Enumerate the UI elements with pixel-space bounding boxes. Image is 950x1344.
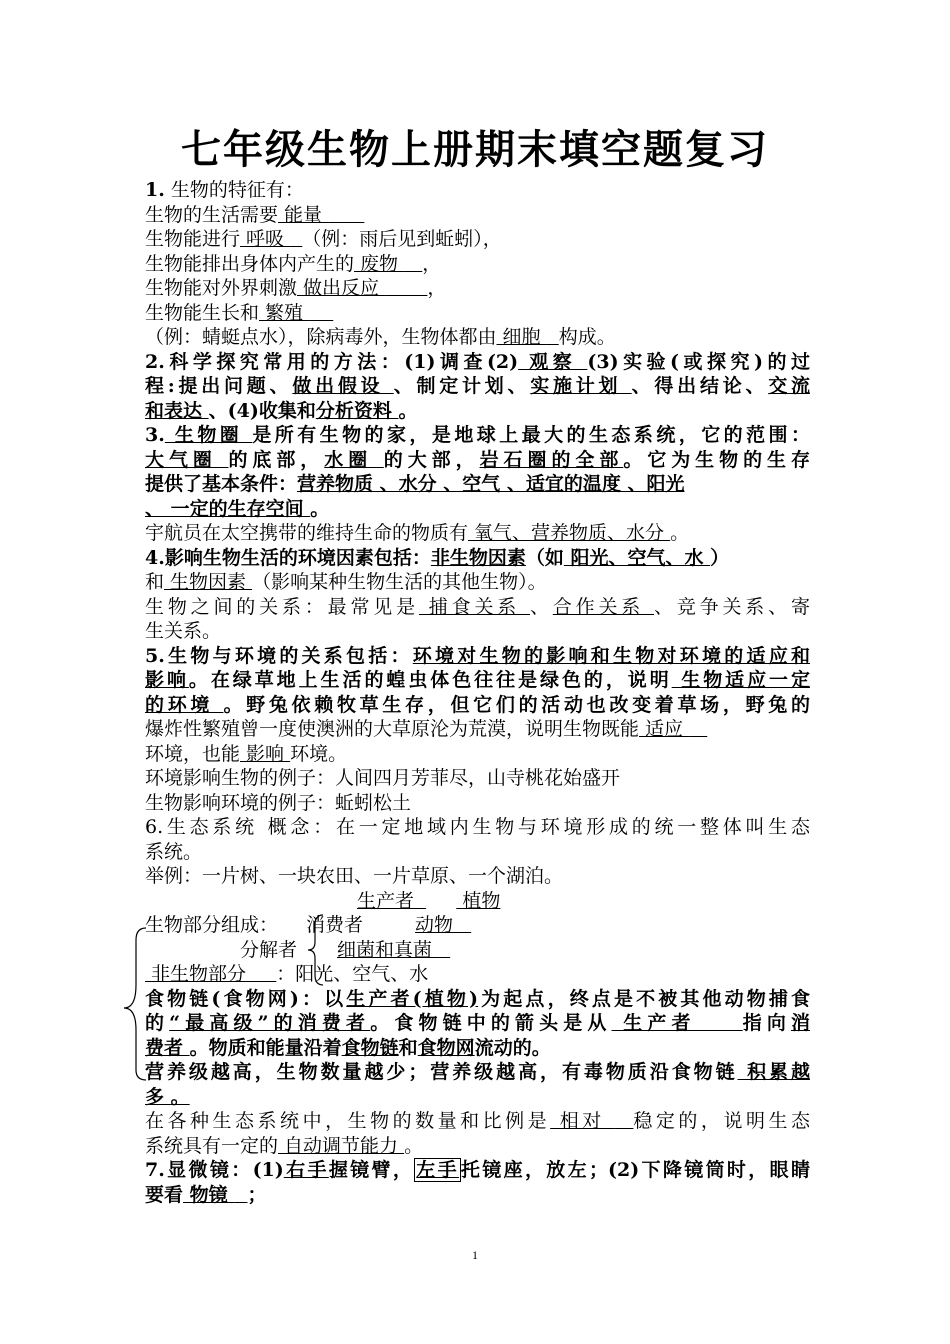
answer-blank: 大气圈 [145,448,229,471]
text: 生物之间的关系：最常见是 [145,595,419,618]
answer-blank: 消 [790,1012,810,1034]
q5-line-6: 环境影响生物的例子：人间四月芳菲尽，山寺桃花始盛开 [145,767,621,789]
q5-line-7: 生物影响环境的例子：蚯蚓松土 [145,791,412,814]
blank-padding [234,1184,247,1206]
answer-blank: 、 一定的生存空间 [145,497,311,520]
text: 的 [145,1012,170,1034]
page-title: 七年级生物上册期末填空题复习 [181,127,769,173]
q6-trophic-line-2 [145,1085,810,1110]
plant-answer: 植物 [462,889,501,912]
blank-padding [385,277,427,299]
answer-blank: 的环境 [145,693,224,716]
answer-blank: 生产者 [611,1012,708,1034]
text: 要看 [145,1183,184,1206]
text: 程:提出问题、 [145,375,293,397]
answer-blank: 费者 [145,1036,190,1059]
text: 。野兔依赖牧草生存，但它们的活动也改变着草场，野兔的 [223,693,810,716]
text: 、竞争关系、寄 [654,595,810,618]
q5-line-4 [145,717,810,742]
q1-line-5 [145,301,810,326]
document-body [145,178,810,1207]
answer-blank: 合作关系 [552,595,654,618]
answer-blank: 细胞 [496,326,547,348]
text: 非生物部分 [151,963,247,985]
q7-line-2 [145,1183,810,1208]
answer-blank: 物镜 [183,1183,235,1206]
q5-line-1 [145,644,810,669]
text: 食物链(食物网)：以 [145,987,347,1010]
answer-blank: 做出反应 [297,277,386,299]
text: 宇航员在太空携带的维持生命的物质有 [145,522,469,544]
text: 在各种生态系统中，生物的数量和比例是 [145,1110,551,1132]
q2-line-3 [145,399,810,424]
q1-heading-text: 生物的特征有： [170,179,304,201]
answer-blank: 多 [145,1085,171,1108]
text: （如 [525,546,564,569]
decomposer-label: 分解者 [240,938,298,961]
text: 构成。 [558,326,616,348]
text: ； [247,1183,267,1206]
q2-line-2 [145,374,810,399]
text: 生物能进行 [145,228,241,250]
text: 的大部， [383,448,480,471]
text: ： [276,963,296,985]
text: 指向 [742,1012,791,1034]
text: 。 [310,497,330,520]
text: 营养级越高，生物数量越少；营养级越高，有毒物质沿食物链 [145,1061,738,1083]
answer-blank: 自动调节能力 [278,1134,405,1157]
text: 为起点，终点是不被其他动物捕食 [478,987,810,1010]
text: 。 [670,522,690,544]
blank-padding [432,939,450,961]
answer-blank: 和表达 [145,399,209,422]
answer-blank: 观察 [518,350,588,373]
answer-blank: 营养物质 、水分 、空气 、适宜的温度 、阳光 [297,473,685,495]
abiotic-items: 阳光、空气、水 [295,963,429,985]
answer-blank: 食物链 [341,1036,399,1059]
page-number: 1 [472,1248,478,1262]
q6-decomposer-row [145,938,810,963]
text: 5.生物与环境的关系包括： [145,644,413,667]
text: 。 [170,1085,190,1108]
bio-part-label: 生物部分组成： [145,914,279,936]
blank-padding [404,253,422,275]
answer-blank: 废物 [354,252,405,275]
q2-line-1 [145,350,810,375]
text: 2.科学探究常用的方法：(1)调查(2) [145,350,519,373]
text: 。在绿草地上生活的蝗虫体色往往是绿色的，说明 [188,669,672,691]
text: 和 [145,571,165,593]
outer-brace [124,928,146,1080]
q5-line-3 [145,693,810,718]
answer-blank: 氧气、营养物质、水分 [468,522,671,544]
q6-stability-line-2 [145,1134,810,1159]
answer-blank: 积累越 [737,1061,810,1083]
text: 环境。 [290,742,348,765]
text: 、得出结论、 [631,375,769,397]
q3-line-5 [145,521,810,546]
answer-blank: 适应 [639,718,690,740]
answer-blank: 相对 [550,1110,615,1132]
text: 和 [398,1036,418,1059]
text: 。食物链中的箭头是从 [370,1012,612,1034]
text: 是所有生物的家，是地球上最大的生态系统，它的范围： [252,424,810,446]
text: 、(4)收集和 [208,399,316,422]
text: ， [422,252,442,275]
q6-abiotic-row [145,962,810,987]
answer-blank: 生产者(植物) [346,987,479,1010]
answer-blank: 实施计划 [530,375,632,397]
answer-blank: 交流 [768,375,810,397]
answer-blank: 生物因素 [164,571,253,593]
text: 握镜臂， [328,1159,415,1181]
text: 。它为生物的生存 [623,448,810,471]
producer-label: 生产者 [357,889,415,912]
text: 4.影响生物生活的环境因素包括： [145,546,431,569]
answer-blank: 非生物因素 [430,546,526,569]
text: （例：雨后见到蚯蚓）， [302,228,502,250]
answer-blank: 左手 [416,1159,459,1181]
answer-blank: 捕食关系 [418,595,530,618]
q3-line-4 [145,497,810,522]
text: （影响某种生物生活的其他生物）。 [252,571,547,593]
text: （例：蜻蜓点水），除病毒外，生物体都由 [145,326,497,348]
q5-line-2 [145,668,810,693]
text: 提供了基本条件： [145,473,298,495]
text: 托镜座，放左；(2)下降镜筒时，眼睛 [460,1159,810,1181]
q1-number: 1. [145,179,165,201]
q6-foodchain-line-2 [145,1011,810,1036]
bacteria-answer: 细菌和真菌 [337,938,433,961]
text: 、 [529,595,553,618]
text: 。 [398,399,418,422]
q6-foodchain-line-1 [145,987,810,1012]
q7-line-1 [145,1158,810,1183]
blank-padding [547,326,559,348]
answer-blank: 食物网 [417,1036,475,1059]
q3-line-1 [145,423,810,448]
text: 的底部， [228,448,325,471]
q1-line-1 [145,203,810,228]
q6-line-3: 举例：一片树、一块农田、一片草原、一个湖泊。 [145,865,564,887]
blank-padding [707,1012,742,1034]
answer-blank: 阳光、空气、水 [563,546,711,569]
q4-line-4: 生关系。 [145,620,222,642]
abiotic-answer [145,963,276,985]
answer-blank: 做出假设 [292,375,394,397]
text: 7.显微镜：(1) [145,1159,284,1181]
q3-line-2 [145,448,810,473]
answer-blank: “最高级”的消费者 [169,1012,371,1034]
text: 生物的生活需要 [145,203,279,226]
text: 生物能生长和 [145,301,260,324]
answer-blank: 呼吸 [240,228,291,250]
q5-line-5 [145,742,810,767]
answer-blank: 分析资料 [315,399,399,422]
text: 3. [145,424,165,446]
answer-blank: 水圈 [324,448,384,471]
blank-padding [689,718,707,740]
blank-padding [309,302,333,324]
answer-blank: 生物圈 [164,424,253,446]
text: 流动的。 [474,1036,551,1059]
text: (3)实验(或探究)的过 [587,350,810,373]
answer-blank: 影响 [145,669,189,691]
q1-line-4 [145,276,810,301]
text: 爆炸性繁殖曾一度使澳洲的大草原沦为荒漠，说明生物既能 [145,718,640,740]
text: 环境，也能 [145,742,241,765]
answer-blank: 生物适应一定 [671,669,810,691]
q4-line-2 [145,570,810,595]
answer-blank: 环境对生物的影响和生物对环境的适应和 [412,644,810,667]
q6-consumer-row [145,913,810,938]
text: 稳定的，说明生态 [633,1110,810,1132]
q6-producer-row [145,889,810,914]
blank-padding [328,204,364,226]
q1-line-2 [145,227,810,252]
answer-blank: 右手 [283,1159,329,1181]
q4-line-3 [145,595,810,620]
text: 生物能对外界刺激 [145,277,298,299]
answer-blank: 岩石圈的全部 [479,448,624,471]
answer-blank: 能量 [278,203,329,226]
q1-heading [145,178,810,203]
blank-padding [453,914,471,936]
answer-blank: 繁殖 [259,301,310,324]
q3-line-3 [145,472,810,497]
animal-answer: 动物 [415,914,454,936]
q6-foodchain-line-3 [145,1036,810,1061]
blank-padding [414,890,426,912]
q6-stability-line-1 [145,1109,810,1134]
answer-blank: 影响 [240,742,291,765]
text: 。 [404,1134,424,1157]
blank-padding [290,228,302,250]
consumer-label: 消费者 [306,914,364,936]
q4-line-1 [145,546,810,571]
q6-line-2: 系统。 [145,840,203,863]
q6-trophic-line-1 [145,1060,810,1085]
text: 系统具有一定的 [145,1134,279,1157]
text: 生物能排出身体内产生的 [145,252,355,275]
text: 。物质和能量沿着 [189,1036,342,1059]
text: ， [427,277,447,299]
text: ） [710,546,730,569]
text: 、制定计划、 [393,375,531,397]
blank-padding [614,1110,633,1132]
q6-line-1: 6.生态系统 概念：在一定地域内生物与环境形成的统一整体叫生态 [145,816,810,838]
q1-line-3 [145,252,810,277]
q1-line-6 [145,325,810,350]
